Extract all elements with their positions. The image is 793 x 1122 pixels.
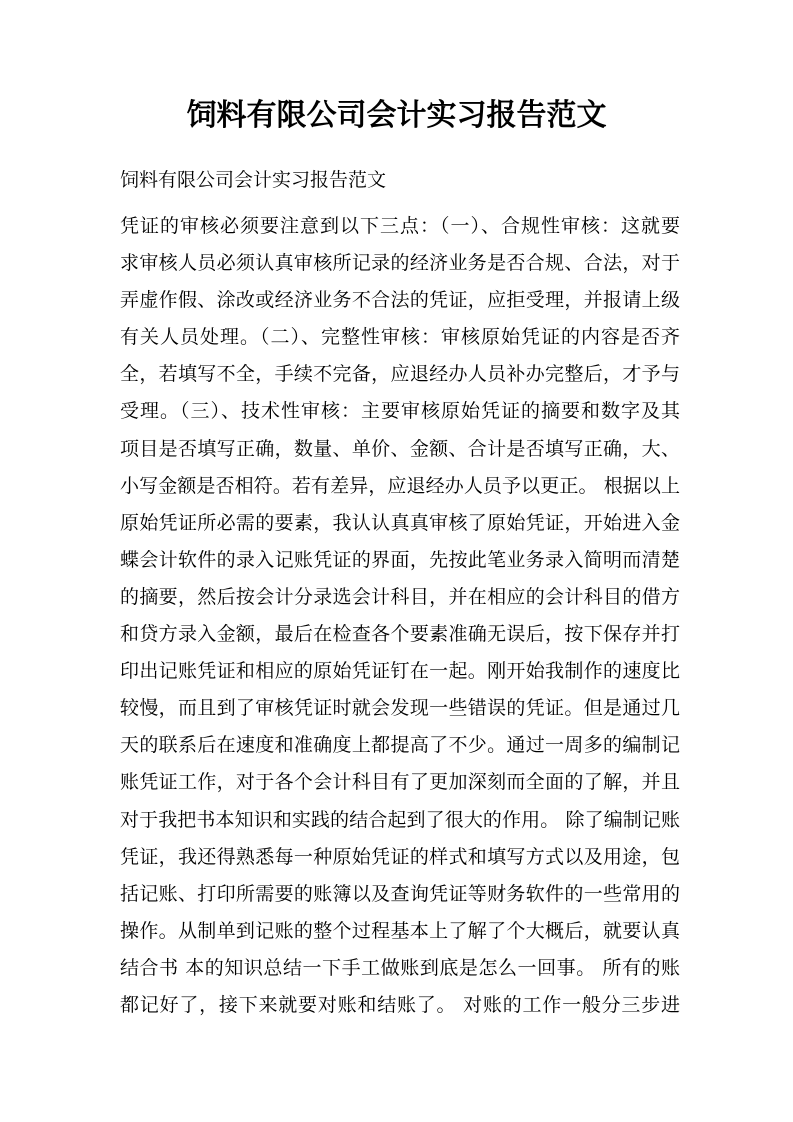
text-line: 有关人员处理。（二）、完整性审核：审核原始凭证的内容是否齐: [120, 326, 680, 349]
text-line: 括记账、打印所需要的账簿以及查询凭证等财务软件的一些常用的: [120, 882, 680, 905]
text-line: 全，若填写不全，手续不完备，应退经办人员补办完整后，才予与: [120, 363, 680, 386]
text-line: 结合书 本的知识总结一下手工做账到底是怎么一回事。 所有的账: [120, 956, 680, 979]
text-line: 小写金额是否相符。若有差异，应退经办人员予以更正。 根据以上: [120, 474, 680, 497]
text-line: 蝶会计软件的录入记账凭证的界面，先按此笔业务录入简明而清楚: [120, 548, 680, 571]
text-line: 账凭证工作，对于各个会计科目有了更加深刻而全面的了解，并且: [120, 771, 680, 794]
text-line: 弄虚作假、涂改或经济业务不合法的凭证，应拒受理，并报请上级: [120, 289, 680, 312]
text-line: 求审核人员必须认真审核所记录的经济业务是否合规、合法，对于: [120, 252, 680, 275]
document-title: 饲料有限公司会计实习报告范文: [186, 98, 607, 133]
text-line: 对于我把书本知识和实践的结合起到了很大的作用。 除了编制记账: [120, 808, 680, 831]
text-line: 和贷方录入金额，最后在检查各个要素准确无误后，按下保存并打: [120, 623, 680, 646]
text-line: 凭证的审核必须要注意到以下三点：（一）、合规性审核：这就要: [120, 215, 680, 237]
text-line: 天的联系后在速度和准确度上都提高了不少。通过一周多的编制记: [120, 734, 680, 757]
text-line: 原始凭证所必需的要素，我认认真真审核了原始凭证，开始进入金: [120, 511, 680, 534]
document-subtitle: 饲料有限公司会计实习报告范文: [120, 169, 387, 191]
text-line: 凭证，我还得熟悉每一种原始凭证的样式和填写方式以及用途，包: [120, 845, 680, 868]
text-line: 操作。从制单到记账的整个过程基本上了解了个大概后，就要认真: [120, 919, 680, 942]
body-paragraph: [120, 208, 680, 1024]
text-line: 印出记账凭证和相应的原始凭证钉在一起。刚开始我制作的速度比: [120, 660, 680, 683]
text-line: 都记好了，接下来就要对账和结账了。 对账的工作一般分三步进: [120, 993, 680, 1016]
text-line: 受理。（三）、技术性审核：主要审核原始凭证的摘要和数字及其: [120, 400, 680, 423]
text-line: 较慢，而且到了审核凭证时就会发现一些错误的凭证。但是通过几: [120, 697, 680, 720]
text-line: 项目是否填写正确，数量、单价、金额、合计是否填写正确，大、: [120, 437, 680, 460]
text-line: 的摘要，然后按会计分录选会计科目，并在相应的会计科目的借方: [120, 585, 680, 608]
